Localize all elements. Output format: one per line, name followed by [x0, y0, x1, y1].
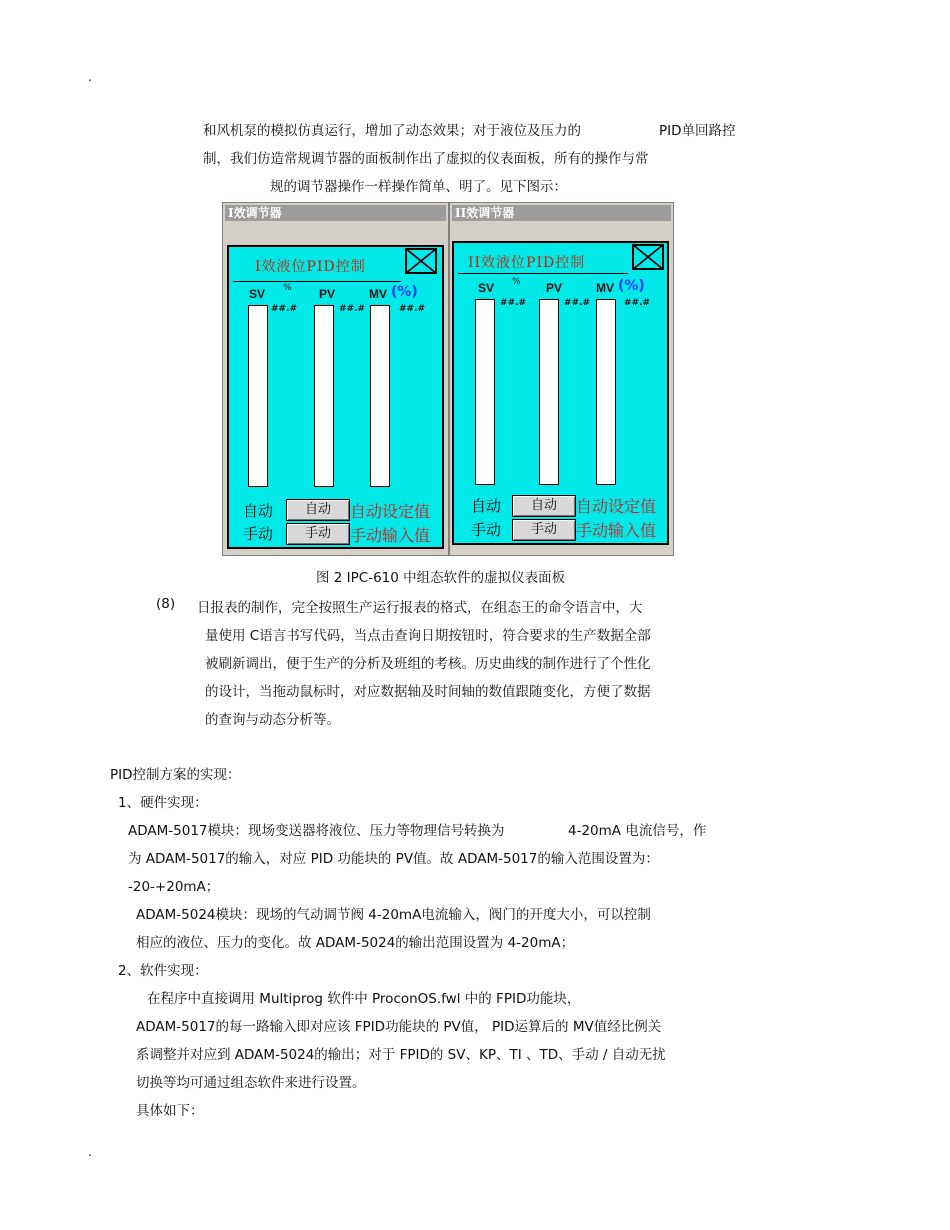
panel-1-screen — [227, 245, 444, 549]
item-8-line-1: 日报表的制作，完全按照生产运行报表的格式，在组态王的命令语言中，大 — [197, 600, 643, 616]
panel-1-mv-label: MV — [369, 287, 387, 301]
panel-1-pv-bar — [314, 305, 334, 487]
panel-1-pv-label: PV — [319, 287, 336, 301]
hardware-line-4: ADAM-5024模块：现场的气动调节阀 4-20mA电流输入，阀门的开度大小，可以控制 — [136, 907, 651, 923]
software-line-5: 具体如下： — [136, 1103, 204, 1119]
panel-2-manual-label: 手动 — [471, 521, 502, 539]
panel-1-pct-label: % — [283, 283, 292, 293]
software-line-1: 在程序中直接调用 Multiprog 软件中 ProconOS.fwl 中的 FPID功能块， — [147, 991, 581, 1007]
panel-1-close-icon[interactable] — [405, 248, 437, 274]
panel-2-auto-setpoint[interactable]: 自动设定值 — [576, 497, 657, 516]
panel-2-pct-blue: (%) — [618, 278, 645, 294]
panel-2-pv-bar — [539, 299, 559, 485]
intro-line-1b: PID单回路控 — [659, 123, 736, 139]
panel-1-manual-input[interactable]: 手动输入值 — [350, 526, 431, 545]
software-line-2: ADAM-5017的每一路输入即对应该 FPID功能块的 PV值， PID运算后的 MV值经比例关 — [136, 1019, 662, 1035]
hardware-line-5: 相应的液位、压力的变化。故 ADAM-5024的输出范围设置为 4-20mA； — [136, 935, 575, 951]
panel-1-mv-bar — [370, 305, 390, 487]
regulator-panel-2 — [449, 202, 674, 556]
panel-2-divider — [458, 273, 628, 274]
panel-2-manual-button[interactable]: 手动 — [512, 519, 576, 541]
page-mark-top: . — [88, 70, 92, 84]
panel-2-pv-label: PV — [546, 281, 563, 295]
panel-2-manual-input[interactable]: 手动输入值 — [576, 521, 657, 540]
panel-2-sv-label: SV — [478, 281, 495, 295]
panel-2-mv-label: MV — [596, 281, 614, 295]
regulator-panel-1 — [222, 202, 449, 556]
panel-1-pct-blue: (%) — [391, 284, 418, 300]
software-line-3: 系调整并对应到 ADAM-5024的输出；对于 FPID的 SV、KP、TI 、TD、手动 / 自动无扰 — [136, 1047, 666, 1063]
software-heading: 2、软件实现： — [118, 963, 208, 979]
hardware-heading: 1、硬件实现： — [118, 795, 208, 811]
panel-2-mv-bar — [596, 299, 616, 485]
panel-1-manual-button[interactable]: 手动 — [286, 523, 350, 545]
panel-2-sv-value: ##.# — [500, 298, 527, 308]
item-8-line-3: 被刷新调出，便于生产的分析及班组的考核。历史曲线的制作进行了个性化 — [205, 656, 651, 672]
page-mark-bottom: . — [88, 1145, 92, 1159]
hardware-line-3: -20-+20mA； — [128, 879, 220, 895]
item-8-number: (8) — [156, 596, 176, 612]
panel-2-screen — [452, 241, 669, 545]
panel-1-mv-value: ##.# — [399, 304, 426, 314]
panel-2-auto-label: 自动 — [471, 497, 502, 515]
pid-heading: PID控制方案的实现： — [110, 767, 241, 783]
panel-1-manual-label: 手动 — [243, 525, 274, 543]
item-8-line-4: 的设计，当拖动鼠标时，对应数据轴及时间轴的数值跟随变化，方便了数据 — [205, 684, 651, 700]
panel-1-auto-label: 自动 — [243, 502, 274, 520]
hardware-line-1: ADAM-5017模块：现场变送器将液位、压力等物理信号转换为 — [128, 823, 505, 839]
item-8-line-2: 量使用 C语言书写代码，当点击查询日期按钮时，符合要求的生产数据全部 — [205, 628, 651, 644]
panel-1-sv-label: SV — [249, 287, 266, 301]
panel-2-pv-value: ##.# — [564, 298, 591, 308]
intro-line-2: 制，我们仿造常规调节器的面板制作出了虚拟的仪表面板，所有的操作与常 — [203, 151, 649, 167]
panel-1-title: I效液位PID控制 — [255, 259, 366, 275]
hardware-line-2: 为 ADAM-5017的输入，对应 PID 功能块的 PV值。故 ADAM-5017的输入范围设置为： — [128, 851, 659, 867]
panel-2-sv-bar — [475, 299, 495, 485]
panel-1-pv-value: ##.# — [339, 304, 366, 314]
panel-1-sv-bar — [248, 305, 268, 487]
panel-1-sv-value: ##.# — [271, 304, 298, 314]
panel-2-titlebar: II效调节器 — [452, 205, 671, 221]
panel-2-auto-button[interactable]: 自动 — [512, 495, 576, 517]
intro-line-3: 规的调节器操作一样操作简单、明了。见下图示： — [270, 179, 567, 195]
panel-1-auto-setpoint[interactable]: 自动设定值 — [350, 502, 431, 521]
hardware-line-1b: 4-20mA 电流信号，作 — [568, 823, 707, 839]
panel-1-titlebar: I效调节器 — [225, 205, 446, 221]
panel-1-divider — [233, 281, 401, 282]
item-8-line-5: 的查询与动态分析等。 — [205, 712, 340, 728]
panel-2-title: II效液位PID控制 — [468, 255, 586, 271]
figure-caption: 图 2 IPC-610 中组态软件的虚拟仪表面板 — [316, 570, 566, 586]
intro-line-1: 和风机泵的模拟仿真运行，增加了动态效果；对于液位及压力的 — [203, 123, 581, 139]
panel-2-close-icon[interactable] — [632, 244, 664, 270]
panel-2-pct-label: % — [512, 277, 521, 287]
panel-1-auto-button[interactable]: 自动 — [286, 499, 350, 521]
software-line-4: 切换等均可通过组态软件来进行设置。 — [136, 1075, 366, 1091]
panel-2-mv-value: ##.# — [624, 298, 651, 308]
